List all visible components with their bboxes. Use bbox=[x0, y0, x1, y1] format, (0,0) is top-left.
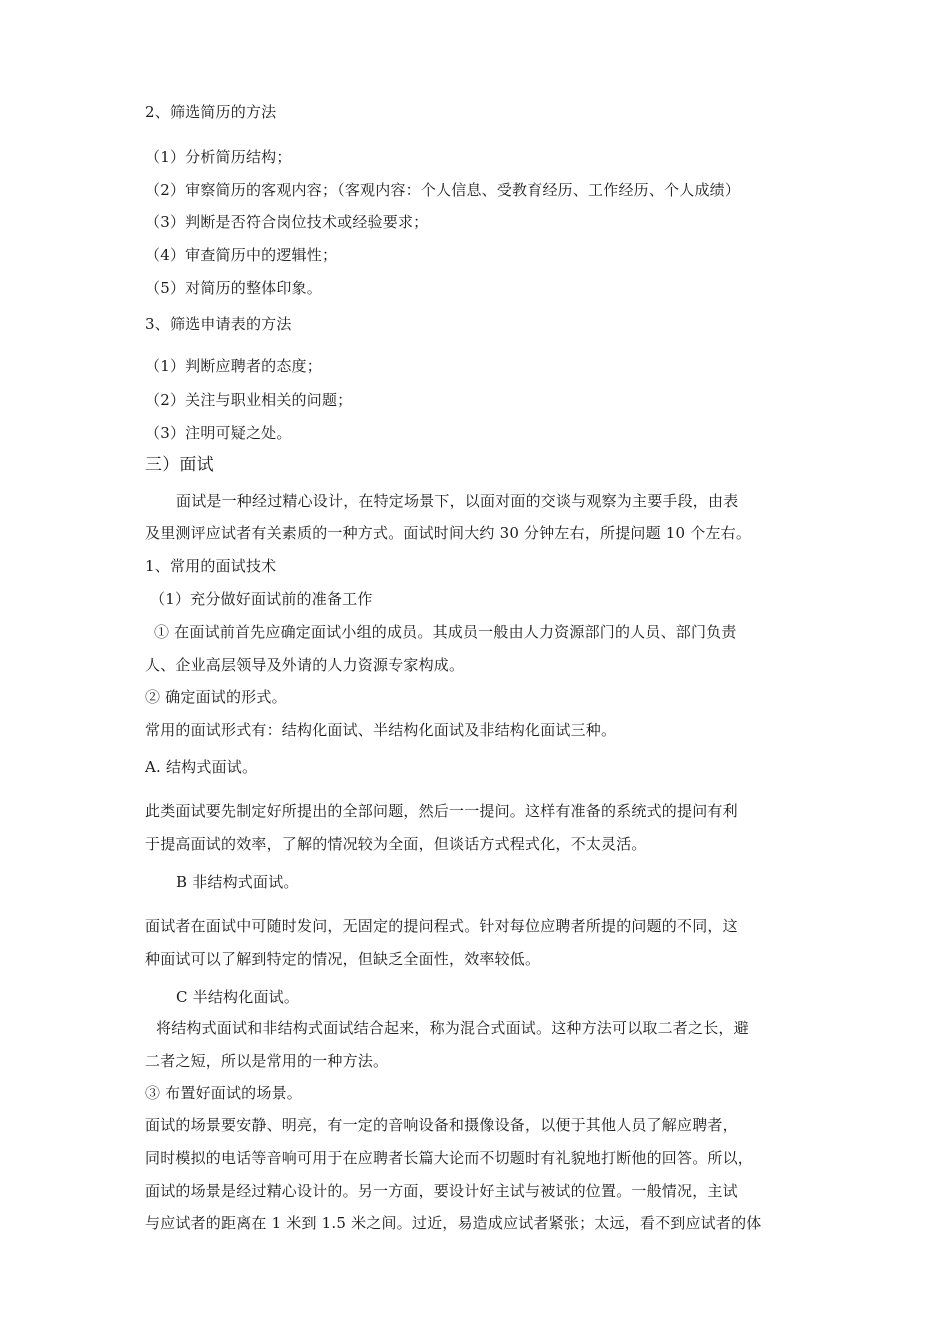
paragraph-line: 种面试可以了解到特定的情况，但缺乏全面性，效率较低。 bbox=[145, 950, 541, 968]
paragraph-line: 常用的面试形式有：结构化面试、半结构化面试及非结构化面试三种。 bbox=[145, 721, 617, 739]
paragraph-line: 及里测评应试者有关素质的一种方式。面试时间大约 30 分钟左右，所提问题 10 个左右。 bbox=[145, 524, 752, 542]
paragraph-line: A. 结构式面试。 bbox=[145, 758, 258, 776]
paragraph-line: 面试的场景要安静、明亮，有一定的音响设备和摄像设备，以便于其他人员了解应聘者， bbox=[145, 1116, 738, 1134]
list-item: （3）注明可疑之处。 bbox=[145, 424, 292, 442]
section-heading: 1、常用的面试技术 bbox=[145, 557, 277, 575]
paragraph-line: ① 在面试前首先应确定面试小组的成员。其成员一般由人力资源部门的人员、部门负责 bbox=[154, 623, 737, 641]
paragraph-line: 同时模拟的电话等音响可用于在应聘者长篇大论而不切题时有礼貌地打断他的回答。所以， bbox=[145, 1149, 754, 1167]
paragraph-line: 面试的场景是经过精心设计的。另一方面，要设计好主试与被试的位置。一般情况，主试 bbox=[145, 1182, 738, 1200]
paragraph-line: B 非结构式面试。 bbox=[176, 873, 299, 891]
paragraph-line: ② 确定面试的形式。 bbox=[145, 688, 287, 706]
section-heading: 2、筛选简历的方法 bbox=[145, 103, 277, 121]
subsection-heading: 三）面试 bbox=[145, 455, 214, 475]
list-item: （1）充分做好面试前的准备工作 bbox=[150, 590, 373, 608]
paragraph-line: 此类面试要先制定好所提出的全部问题，然后一一提问。这样有准备的系统式的提问有利 bbox=[145, 802, 738, 820]
paragraph-line: 面试者在面试中可随时发问，无固定的提问程式。针对每位应聘者所提的问题的不同，这 bbox=[145, 917, 738, 935]
list-item: （3）判断是否符合岗位技术或经验要求； bbox=[145, 213, 429, 231]
paragraph-line: 人、企业高层领导及外请的人力资源专家构成。 bbox=[145, 656, 465, 674]
paragraph-line: 面试是一种经过精心设计，在特定场景下，以面对面的交谈与观察为主要手段，由表 bbox=[176, 492, 739, 510]
list-item: （1）判断应聘者的态度； bbox=[145, 357, 322, 375]
list-item: （1）分析简历结构； bbox=[145, 148, 292, 166]
paragraph-line: ③ 布置好面试的场景。 bbox=[145, 1084, 302, 1102]
list-item: （2）审察简历的客观内容；（客观内容：个人信息、受教育经历、工作经历、个人成绩） bbox=[145, 181, 741, 199]
list-item: （5）对简历的整体印象。 bbox=[145, 279, 322, 297]
list-item: （2）关注与职业相关的问题； bbox=[145, 391, 353, 409]
section-heading: 3、筛选申请表的方法 bbox=[145, 315, 292, 333]
list-item: （4）审查简历中的逻辑性； bbox=[145, 246, 338, 264]
paragraph-line: C 半结构化面试。 bbox=[176, 988, 300, 1006]
paragraph-line: 于提高面试的效率，了解的情况较为全面，但谈话方式程式化，不太灵活。 bbox=[145, 835, 647, 853]
paragraph-line: 将结构式面试和非结构式面试结合起来，称为混合式面试。这种方法可以取二者之长，避 bbox=[156, 1019, 749, 1037]
paragraph-line: 与应试者的距离在 1 米到 1.5 米之间。过近，易造成应试者紧张；太远，看不到应试者的体 bbox=[145, 1214, 762, 1232]
paragraph-line: 二者之短，所以是常用的一种方法。 bbox=[145, 1052, 389, 1070]
